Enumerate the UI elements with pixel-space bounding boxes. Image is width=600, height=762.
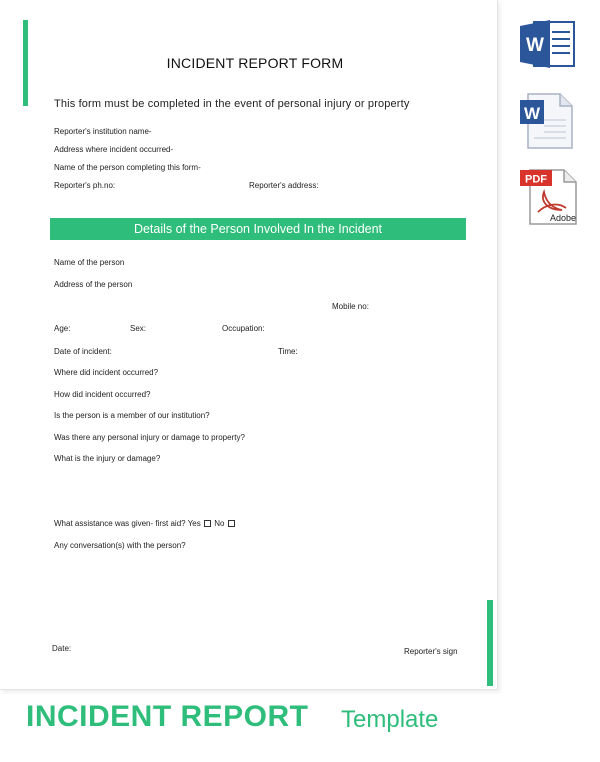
- form-intro: This form must be completed in the event of personal injury or property: [54, 98, 410, 110]
- incident-time-label: Time:: [278, 347, 298, 356]
- word-download-icon[interactable]: [520, 18, 576, 75]
- member-label: Is the person is a member of our institution?: [54, 411, 210, 420]
- reporter-phone-label: Reporter's ph.no:: [54, 181, 116, 190]
- age-label: Age:: [54, 324, 71, 333]
- reporter-sign-label: Reporter's sign: [404, 647, 458, 656]
- pdf-download-icon[interactable]: [518, 166, 578, 231]
- incident-address-label: Address where incident occurred-: [54, 145, 174, 154]
- accent-bar-bottom: [487, 600, 493, 686]
- word-letter: W: [526, 35, 544, 56]
- no-checkbox[interactable]: [228, 520, 235, 527]
- mobile-label: Mobile no:: [332, 302, 369, 311]
- date-label: Date:: [52, 644, 72, 653]
- banner-title: INCIDENT REPORT: [26, 700, 309, 733]
- reporter-address-label: Reporter's address:: [249, 181, 319, 190]
- injury-question-label: Was there any personal injury or damage to property?: [54, 433, 245, 442]
- injury-what-label: What is the injury or damage?: [54, 454, 161, 463]
- person-completing-label: Name of the person completing this form-: [54, 163, 201, 172]
- pdf-label: PDF: [525, 173, 547, 186]
- adobe-label: Adobe: [549, 213, 577, 223]
- how-label: How did incident occurred?: [54, 390, 151, 399]
- doc-download-icon[interactable]: [518, 92, 576, 155]
- banner-subtitle: Template: [341, 706, 439, 733]
- sex-label: Sex:: [130, 324, 147, 333]
- no-label: No: [214, 519, 225, 528]
- reporter-institution-label: Reporter's institution name-: [54, 127, 152, 136]
- conversation-label: Any conversation(s) with the person?: [54, 541, 186, 550]
- section-header: Details of the Person Involved In the Incident: [50, 218, 466, 240]
- doc-letter: W: [523, 104, 541, 123]
- person-name-label: Name of the person: [54, 258, 125, 267]
- assistance-row: [54, 519, 236, 528]
- incident-date-label: Date of incident:: [54, 347, 112, 356]
- yes-checkbox[interactable]: [204, 520, 211, 527]
- person-address-label: Address of the person: [54, 280, 133, 289]
- where-label: Where did incident occurred?: [54, 368, 159, 377]
- form-title: INCIDENT REPORT FORM: [166, 55, 344, 71]
- occupation-label: Occupation:: [222, 324, 265, 333]
- assistance-label: What assistance was given- first aid? Yes: [54, 519, 201, 528]
